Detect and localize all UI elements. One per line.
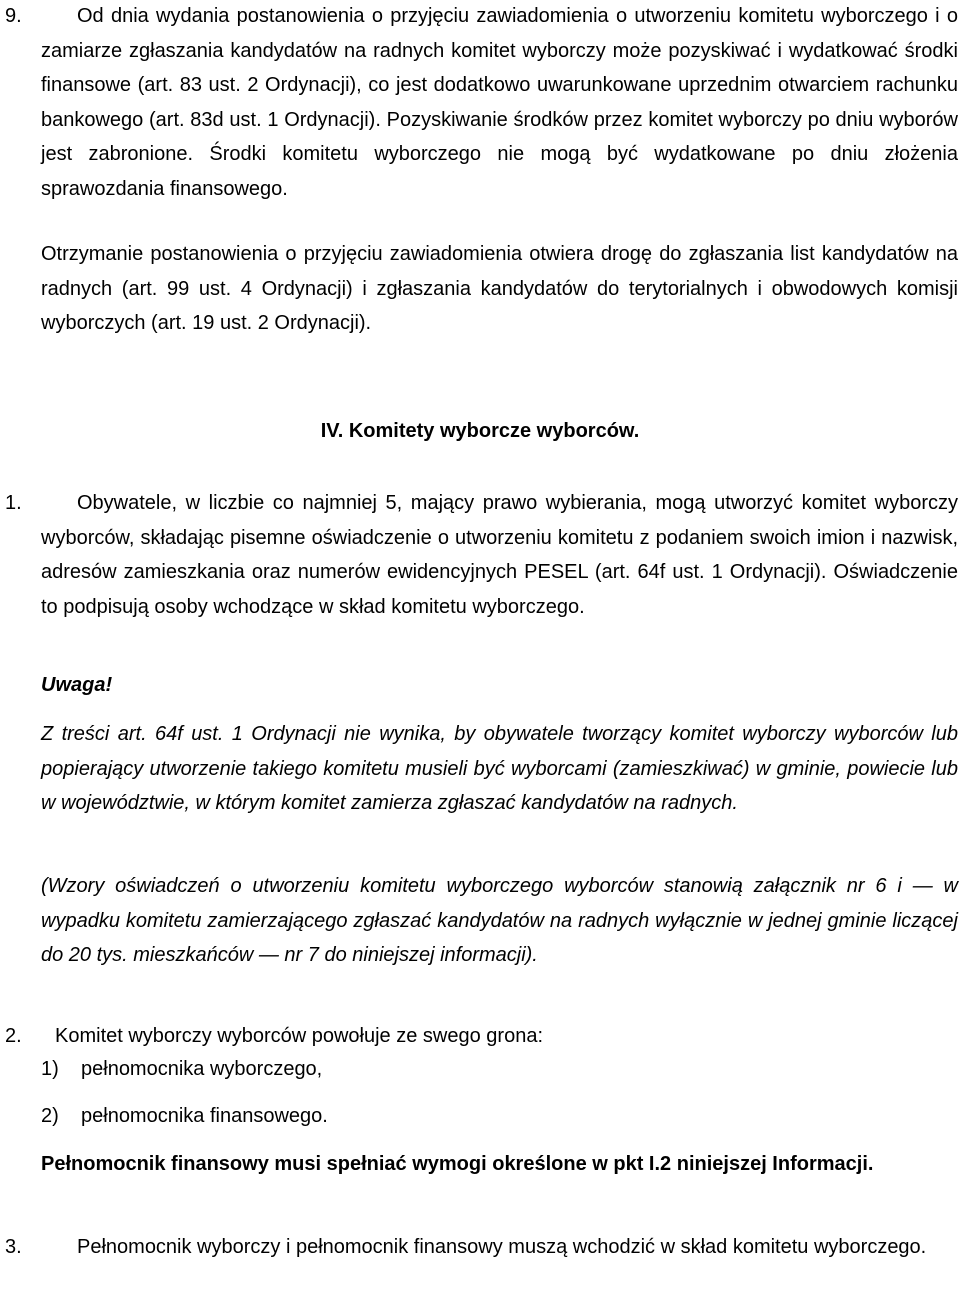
item-number: 2. — [5, 1025, 22, 1047]
note-text: Z treści art. 64f ust. 1 Ordynacji nie wynika, by obywatele tworzący komitet wyborczy wyborców lub popierający utworzenie takiego komitetu musieli być wyborcami (zamieszkiwać) w gminie, powiecie lub w województwie, w którym komitet zamierza zgłaszać kandydatów na radnych. — [41, 723, 958, 814]
paragraph: Komitet wyborczy wyborców powołuje ze swego grona: — [55, 1025, 543, 1047]
paragraph: Pełnomocnik wyborczy i pełnomocnik finansowy muszą wchodzić w skład komitetu wyborczego. — [77, 1236, 927, 1258]
paragraph: Od dnia wydania postanowienia o przyjęciu zawiadomienia o utworzeniu komitetu wyborczego i o zamiarze zgłaszania kandydatów na radnych komitet wyborczy może pozyskiwać i wydatkować środki finansowe (art. 83 ust. 2 Ordynacji), co jest dodatkowo uwarunkowane uprzednim otwarciem rachunku bankowego (art. 83d ust. 1 Ordynacji). Pozyskiwanie środków przez komitet wyborczy po dniu wyborów jest zabronione. Środki komitetu wyborczego nie mogą być wydatkowane po dniu złożenia sprawozdania finansowego. — [41, 5, 958, 200]
list-number: 1) — [41, 1058, 59, 1080]
list-item — [41, 1054, 322, 1084]
paragraph: Obywatele, w liczbie co najmniej 5, mający prawo wybierania, mogą utworzyć komitet wyborczy wyborców, składając pisemne oświadczenie o utworzeniu komitetu z podaniem swoich imion i nazwisk, adresów zamieszkania oraz numerów ewidencyjnych PESEL (art. 64f ust. 1 Ordynacji). Oświadczenie to podpisują osoby wchodzące w skład komitetu wyborczego. — [41, 492, 958, 618]
item-number: 9. — [5, 5, 22, 27]
section-heading: IV. Komitety wyborcze wyborców. — [320, 420, 640, 442]
list-number: 2) — [41, 1105, 59, 1127]
list-item — [41, 1101, 328, 1131]
bold-note: Pełnomocnik finansowy musi spełniać wymogi określone w pkt I.2 niniejszej Informacji. — [41, 1153, 874, 1175]
list-text: pełnomocnika wyborczego, — [81, 1058, 323, 1080]
forms-note: (Wzory oświadczeń o utworzeniu komitetu wyborczego wyborców stanowią załącznik nr 6 i — w wypadku komitetu zamierzającego zgłaszać kandydatów na radnych wyłącznie w jednej gminie liczącej do 20 tys. mieszkańców — nr 7 do niniejszej informacji). — [41, 875, 958, 966]
paragraph: Otrzymanie postanowienia o przyjęciu zawiadomienia otwiera drogę do zgłaszania list kandydatów na radnych (art. 99 ust. 4 Ordynacji) i zgłaszania kandydatów do terytorialnych i obwodowych komisji wyborczych (art. 19 ust. 2 Ordynacji). — [41, 243, 958, 334]
item-number: 3. — [5, 1236, 22, 1258]
note-label: Uwaga! — [41, 674, 113, 696]
list-text: pełnomocnika finansowego. — [81, 1105, 328, 1127]
item-number: 1. — [5, 492, 22, 514]
